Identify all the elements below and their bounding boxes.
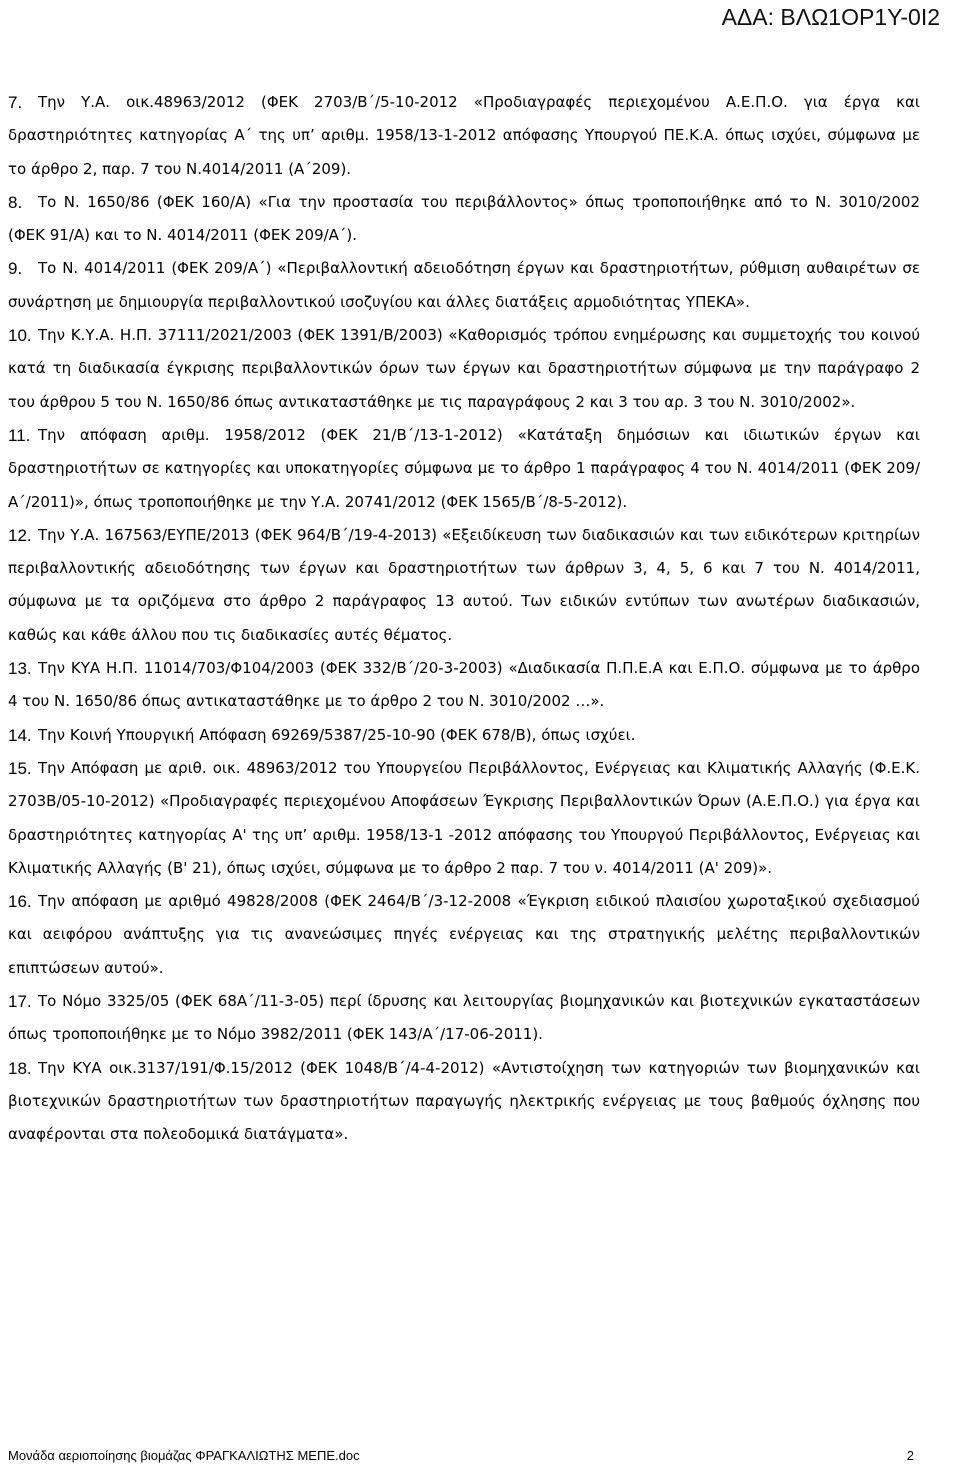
ada-code-header: ΑΔΑ: ΒΛΩ1ΟΡ1Υ-0Ι2 xyxy=(721,4,940,30)
item-text: Την ΚΥΑ οικ.3137/191/Φ.15/2012 (ΦΕΚ 1048/Β΄/4-4-2012) «Αντιστοίχηση των κατηγοριών των βιομηχανικών και βιοτεχνικών δραστηριοτήτων των δραστηριοτήτων παραγωγής ηλεκτρικής ενέργειας με τους βαθμούς όχλησης που αναφέρονται στα πολεοδομικά διατάγματα». xyxy=(8,1058,920,1144)
item-number: 17. xyxy=(8,992,32,1012)
footer-page-number: 2 xyxy=(906,1448,914,1463)
item-number: 12. xyxy=(8,525,32,545)
item-number: 10. xyxy=(8,326,32,346)
item-number: 11. xyxy=(8,425,31,445)
list-item xyxy=(8,752,920,885)
list-item xyxy=(8,252,920,319)
item-number: 14. xyxy=(8,725,32,745)
footer-filename: Μονάδα αεριοποίησης βιομάζας ΦΡΑΓΚΑΛΙΩΤΗΣ ΜΕΠΕ.doc xyxy=(8,1448,360,1463)
item-text: Την Κοινή Υπουργική Απόφαση 69269/5387/25-10-90 (ΦΕΚ 678/Β), όπως ισχύει. xyxy=(38,725,636,744)
item-text: Το Ν. 1650/86 (ΦΕΚ 160/Α) «Για την προστασία του περιβάλλοντος» όπως τροποποιήθηκε από το Ν. 3010/2002 (ΦΕΚ 91/Α) και το Ν. 4014/2011 (ΦΕΚ 209/Α΄). xyxy=(8,192,920,245)
list-item xyxy=(8,186,920,253)
list-item xyxy=(8,985,920,1052)
list-item xyxy=(8,519,920,652)
item-number: 7. xyxy=(8,93,23,112)
item-text: Την απόφαση με αριθμό 49828/2008 (ΦΕΚ 2464/Β΄/3-12-2008 «Έγκριση ειδικού πλαισίου χωροταξικού σχεδιασμού και αειφόρου ανάπτυξης για τις ανανεώσιμες πηγές ενέργειας και της στρατηγικής μελέτης περιβαλλοντικών επιπτώσεων αυτού». xyxy=(8,892,920,977)
item-text: Το Ν. 4014/2011 (ΦΕΚ 209/Α΄) «Περιβαλλοντική αδειοδότηση έργων και δραστηριοτήτων, ρύθμιση αυθαιρέτων σε συνάρτηση με δημιουργία περιβαλλοντικού ισοζυγίου και άλλες διατάξεις αρμοδιότητας ΥΠΕΚΑ». xyxy=(8,259,920,311)
item-text: Την ΚΥΑ Η.Π. 11014/703/Φ104/2003 (ΦΕΚ 332/Β΄/20-3-2003) «Διαδικασία Π.Π.Ε.Α και Ε.Π.Ο. σύμφωνα με το άρθρο 4 του Ν. 1650/86 όπως αντικαταστάθηκε με το άρθρο 2 του Ν. 3010/2002 …». xyxy=(8,659,920,711)
item-number: 18. xyxy=(8,1058,32,1078)
list-item xyxy=(8,319,920,419)
item-number: 16. xyxy=(8,892,32,912)
item-text: Την Απόφαση με αριθ. οικ. 48963/2012 του Υπουργείου Περιβάλλοντος, Ενέργειας και Κλιματικής Αλλαγής (Φ.Ε.Κ. 2703Β/05-10-2012) «Προδιαγραφές περιεχομένου Αποφάσεων Έγκρισης Περιβαλλοντικών Όρων (Α.Ε.Π.Ο.) για έργα και δραστηριότητες κατηγορίας Α' της υπ’ αριθμ. 1958/13-1 -2012 απόφασης του Υπουργού Περιβάλλοντος, Ενέργειας και Κλιματικής Αλλαγής (Β' 21), όπως ισχύει, σύμφωνα με το άρθρο 2 παρ. 7 του ν. 4014/2011 (Α' 209)». xyxy=(8,758,920,877)
item-text: Την Υ.Α. οικ.48963/2012 (ΦΕΚ 2703/Β΄/5-10-2012 «Προδιαγραφές περιεχομένου Α.Ε.Π.Ο. για έργα και δραστηριότητες κατηγορίας Α΄ της υπ’ αριθμ. 1958/13-1-2012 απόφασης Υπουργού ΠΕ.Κ.Α. όπως ισχύει, σύμφωνα με το άρθρο 2, παρ. 7 του Ν.4014/2011 (Α΄209). xyxy=(8,93,920,178)
item-text: Την απόφαση αριθμ. 1958/2012 (ΦΕΚ 21/Β΄/13-1-2012) «Κατάταξη δημόσιων και ιδιωτικών έργων και δραστηριοτήτων σε κατηγορίες και υποκατηγορίες σύμφωνα με το άρθρο 1 παράγραφος 4 του Ν. 4014/2011 (ΦΕΚ 209/Α΄/2011)», όπως τροποποιήθηκε με την Υ.Α. 20741/2012 (ΦΕΚ 1565/Β΄/8-5-2012). xyxy=(8,425,920,511)
item-text: Την Κ.Υ.Α. Η.Π. 37111/2021/2003 (ΦΕΚ 1391/Β/2003) «Καθορισμός τρόπου ενημέρωσης και συμμετοχής του κοινού κατά τη διαδικασία έγκρισης περιβαλλοντικών όρων των έργων και δραστηριοτήτων σύμφωνα με την παράγραφο 2 του άρθρου 5 του Ν. 1650/86 όπως αντικαταστάθηκε με τις παραγράφους 2 και 3 του αρ. 3 του Ν. 3010/2002». xyxy=(8,326,920,411)
list-item xyxy=(8,652,920,719)
item-number: 13. xyxy=(8,659,32,679)
item-text: Το Νόμο 3325/05 (ΦΕΚ 68Α΄/11-3-05) περί ίδρυσης και λειτουργίας βιομηχανικών και βιοτεχνικών εγκαταστάσεων όπως τροποποιήθηκε με το Νόμο 3982/2011 (ΦΕΚ 143/Α΄/17-06-2011). xyxy=(8,992,920,1044)
list-item xyxy=(8,1052,920,1152)
item-text: Την Υ.Α. 167563/ΕΥΠΕ/2013 (ΦΕΚ 964/Β΄/19-4-2013) «Εξειδίκευση των διαδικασιών και των ειδικότερων κριτηρίων περιβαλλοντικής αδειοδότησης των έργων και δραστηριοτήτων των άρθρων 3, 4, 5, 6 και 7 του Ν. 4014/2011, σύμφωνα με τα οριζόμενα στο άρθρο 2 παράγραφος 13 αυτού. Των ειδικών εντύπων των ανωτέρων διαδικασιών, καθώς και κάθε άλλου που τις διαδικασίες αυτές θέματος. xyxy=(8,525,920,644)
legal-references-list xyxy=(8,86,920,1152)
item-number: 8. xyxy=(8,192,23,212)
list-item xyxy=(8,885,920,985)
item-number: 15. xyxy=(8,758,32,778)
list-item xyxy=(8,419,920,519)
page-footer xyxy=(8,1448,914,1463)
item-number: 9. xyxy=(8,259,23,279)
list-item xyxy=(8,719,920,752)
list-item xyxy=(8,86,920,186)
